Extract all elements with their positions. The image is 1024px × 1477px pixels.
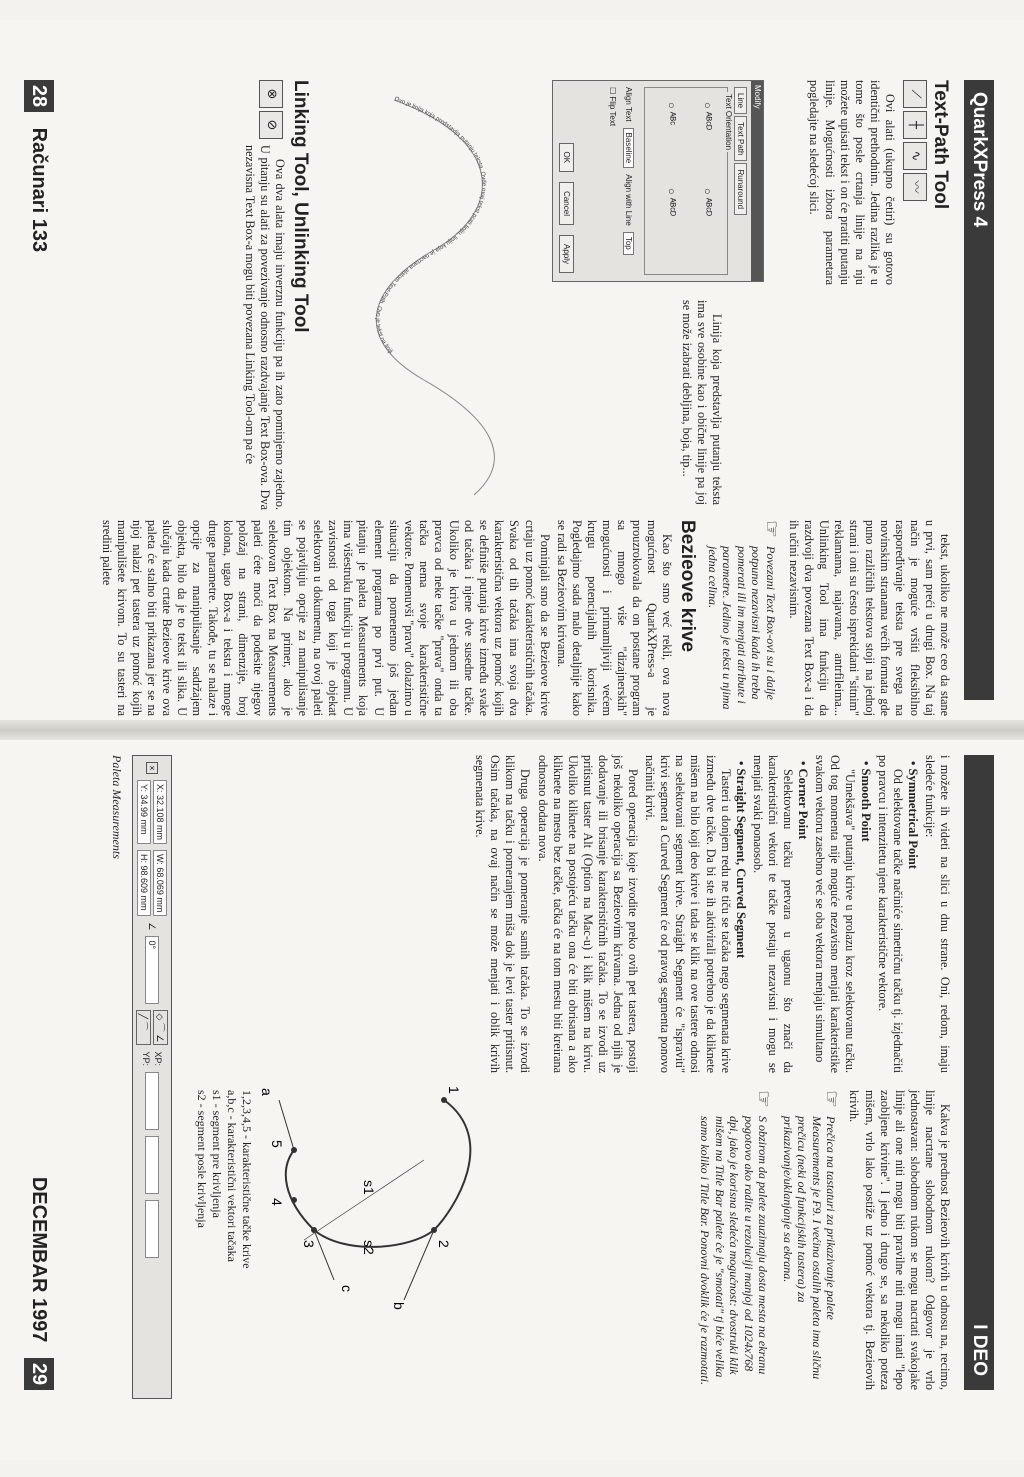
measurements-caption: Paleta Measurements: [110, 755, 124, 859]
label-segment-s1: s1: [361, 1180, 377, 1195]
pointing-hand-icon: ☞: [752, 1090, 775, 1108]
curve-caption-block: [677, 300, 724, 505]
orientation-option-2[interactable]: ○ ᴬᴮᶜᴰ: [701, 188, 713, 217]
orientation-option-3[interactable]: ○ ᴬᴮᶜ: [665, 102, 677, 126]
yp-label: YP:: [141, 1051, 151, 1066]
linking-paragraph: Ova dva alata imaju inverznu funkciju pa ih zato pominjemo zajedno. U pitanju su alati za povezivanje odnosno razdvajanje Text Box-ova. Dva nezavisna Text Box-a mogu biti povezana Linking Tool-om pa će: [242, 145, 287, 510]
size-fields: [137, 850, 167, 916]
label-segment-s2: s2: [361, 1240, 377, 1255]
section-title-bezier: Bezieove krive: [677, 520, 699, 653]
right-header: I DEO: [964, 755, 994, 1390]
bezier-curve-diagram: [254, 1080, 494, 1330]
right-column-1: [470, 755, 952, 1073]
ok-button[interactable]: OK: [559, 143, 574, 173]
label-vector-c: c: [339, 1285, 355, 1292]
left-page: [0, 20, 1024, 720]
binding-gutter: [0, 720, 1024, 740]
legend-s2: s2 - segment posle krivljenja: [195, 1090, 209, 1228]
point-1: [441, 1097, 447, 1103]
magazine-title: Računari 133: [28, 127, 50, 253]
right-footer: [24, 1177, 54, 1390]
bezier-points-paragraph: Pominjali smo da se Bezieove krive crtaju uz pomoć karakterističnih tačaka. Svaka od tih tačaka ima svoja dva karakteristična vektora uz pomoć kojih se definiše putanja krive između svake od tačaka i njene dve susedne tačke. Ukoliko je kriva u jednom ili oba pravca od neke tačke "prava" onda ta tačka nema svoje karakteristične vektore. Pomenuvši "pravu" dolazimo u situaciju da pomenemo još jedan element programa po prvi put. U pitanju je paleta Measurements koja ima višestruku funkciju u programu. U zavisnosti od toga koji je objekat selektovan u dokumentu, na ovoj paleti se pojavljuju opcije za manipulisanje tim objektom. Na primer, ako je selektovan Text Box na Measurements paleti ćete moći da podesite njegov položaj na strani, dimenzije, broj kolona, ugao Box-a i teksta i mnoge druge parametre. Takođe, tu se nalaze i opcije za manipulisanje sadržajem objekta, bilo da je to tekst ili slika. U slučaju kada crtate Bezieove krive ova paleta će stalno biti prikazana jer se na njoj nalazi pet tastera uz pomoć kojih manipulišete krivom. To su tasteri na sredini palete: [99, 520, 552, 716]
vector-b: [404, 1230, 434, 1300]
align-row: [619, 81, 638, 281]
linking-note-text: Povezani Text Box-ovi su i dalje potpuno nezavisni kada ih treba pomerati ili im menjati atribute i parametre. Jedino je tekst u njima jedna celina.: [705, 546, 778, 710]
handle-field-1[interactable]: [145, 1072, 159, 1130]
left-column-1-bottom: [240, 80, 312, 510]
palette-note: [698, 1090, 775, 1390]
section-title-text-path: Text-Path Tool: [930, 80, 951, 210]
bezier-curve: [286, 1100, 471, 1247]
cancel-button[interactable]: Cancel: [559, 182, 574, 225]
left-column-2: [97, 520, 952, 716]
shortcut-note: [780, 1090, 843, 1390]
pointing-hand-icon: ☞: [759, 520, 782, 538]
palette-close-icon[interactable]: ×: [146, 762, 158, 774]
h-field[interactable]: H: 98.609 mm: [137, 850, 151, 916]
handle-field-3[interactable]: [145, 1200, 159, 1258]
corner-point-text: Selektovanu tačku pretvara u ugaonu što znači da karakteristični vektori te tačke postaju nezavisni i mogu se menjati svaki ponaosob.: [750, 755, 796, 1073]
align-with-line-select[interactable]: Top: [623, 232, 634, 255]
handle-field-2[interactable]: [145, 1136, 159, 1194]
moving-points-paragraph: Druga operacija je pomeranje samih tačaka. To se izvodi klikom na tačku i pomeranjem miša dok je levi taster pritisnut. Osim tačaka, na ovaj način se može menjati i oblik krivih segmenata krive.: [473, 755, 533, 1073]
text-path-icon: ⟋: [903, 80, 927, 108]
legend-s1: s1 - segment pre krivljenja: [210, 1090, 224, 1218]
point-buttons: [136, 1010, 168, 1045]
section-title-linking: Linking Tool, Unlinking Tool: [290, 80, 311, 333]
linking-continued-paragraph: tekst, ukoliko ne može ceo da stane u prvi, sam preći u drugi Box. Na taj način je moguće vršiti fleksibilno raspoređivanje teksta pre svega na novinskim stranama većih formata gde puno različitih tekstova stoji na jednoj strani i oni su često isprekidani "sitnim" reklamama, najavama, antrfileima... Unlinking Tool ima funkciju da razdvoji dva povezana Text Box-a i da ih učini nezavisnim.: [787, 520, 952, 716]
tab-runaround[interactable]: Runaround: [734, 163, 747, 215]
dialog-tabs: [734, 81, 751, 281]
issue-date: DECEMBAR 1997: [28, 1176, 50, 1343]
right-page-number: 29: [24, 1358, 54, 1390]
angle-icon: ∠: [147, 922, 158, 931]
left-header: QuarkXPress 4: [964, 80, 994, 700]
segment-heading: • Straight Segment, Curved Segment: [733, 761, 748, 959]
align-text-label: Align Text: [624, 87, 633, 122]
orthogonal-text-path-icon: ┼: [903, 111, 927, 139]
position-fields: [137, 780, 167, 844]
x-field[interactable]: X: 32.108 mm: [153, 780, 167, 844]
orientation-option-4[interactable]: ○ ᴬᴮᶜᴰ: [665, 188, 677, 217]
label-point-4: 4: [269, 1198, 285, 1206]
label-vector-b: b: [391, 1302, 407, 1310]
label-vector-a: a: [259, 1088, 275, 1096]
flip-text-label: Flip Text: [608, 96, 617, 127]
legend-vectors: a,b,c - karakteristični vektori tačaka: [225, 1090, 239, 1262]
xp-label: XP:: [153, 1051, 163, 1066]
segment-text: Tasteri u donjem redu ne tiču se tačaka nego segmenata krive između dve tačke. Da bi ste ih aktivirali potrebno je da kliknete mišem na bilo koji deo krive i tada se klik na ove tastere odnosi na selektovani segment krive. Straight Segment će "ispraviti" krivi segment a Curved Segment će od pravog segmenta ponovo načiniti krivi.: [643, 755, 733, 1073]
left-column-1: [804, 80, 952, 285]
palette-note-text: S obzirom da palete zauzimaju dosta mesta na ekranu pogotovo ako radite u rezoluciji manjoj od 1024x768 dpi, jako je korisna sledeća mogućnost: dvostruki klik mišem na Title Bar palete će je "smotati" tj biće velika samo koliko i Title Bar. Ponovni dvoklik će je razmotati.: [698, 1116, 771, 1385]
right-page: [0, 740, 1024, 1460]
right-column-2: [688, 1090, 952, 1390]
label-point-3: 3: [301, 1240, 317, 1248]
label-point-5: 5: [269, 1140, 285, 1148]
text-path-paragraph: Ovi alati (ukupno četiri) su gotovo identični prethodnim. Jedina razlika je u tome što posle crtanja linije na nju možete upisati tekst i on će pratiti putanju linije. Mogućnosti izbora parametara pogledajte na sledećoj slici.: [807, 80, 897, 285]
label-point-1: 1: [446, 1086, 462, 1094]
left-footer: [24, 80, 54, 252]
pointing-hand-icon: ☞: [820, 1090, 843, 1108]
align-with-line-label: Align with Line: [624, 174, 633, 226]
corner-point-heading: • Corner Point: [796, 761, 811, 840]
text-orientation-group: [644, 87, 733, 275]
point-type-buttons[interactable]: ◇ ⌒ ∠: [153, 1010, 168, 1045]
shortcut-note-text: Prečica na tastaturi za prikazivanje palete Measurements je F9. I većina ostalih paleta ima sličnu prečicu (neki od funkcijskih tastera) za prikazivanje/uklanjanje sa ekrana.: [780, 1116, 839, 1380]
handle-fields: [141, 1051, 163, 1066]
orientation-option-1[interactable]: ○ ᴬᴮᶜᴰ: [701, 102, 713, 131]
smooth-point-text: "Umekšava" putanju krive u prolazu kroz selektovanu tačku. Od tog momenta nije moguće nezavisno menjati karakteristike svakom vektoru zasebno već se oba vektora menjaju simultano: [813, 755, 858, 1073]
text-orientation-label: Text Orientation: [724, 94, 733, 151]
segment-s1-line: [304, 1160, 424, 1240]
y-field[interactable]: Y: 34.99 mm: [137, 780, 151, 844]
label-point-2: 2: [436, 1240, 452, 1248]
linking-tool-icons: [259, 80, 283, 139]
bezier-legend: [194, 1090, 254, 1390]
advantage-paragraph: Kakva je prednost Bezieovih krivih u odnosu na, recimo, linije nacrtane slobodnom rukom? Odgovor je vrlo jednostavan: slobodnom rukom se mogu nacrtati svakojake linije ali one niti mogu biti pravilne niti mogu imati "lepo zaobljene krivine". I jedno i drugo se, sa nekoliko poteza mišem, vrlo lako postiže uz pomoć vektora tj. Bezieovih krivih.: [847, 1090, 952, 1390]
measurements-palette: [132, 755, 172, 1399]
dialog-title: Modify: [751, 81, 763, 281]
point-5: [291, 1147, 297, 1153]
text-path-tool-icons: [903, 80, 927, 285]
bezier-text-path-icon: ∿: [903, 142, 927, 170]
text-on-path: Ovo je linija koja predstavlja putanju teksta. Ovde ovaj tekst prati liniju, liniju koja je nacrtana alatom Text-Path. Ovo je tekst na liniji.: [374, 96, 487, 357]
linking-note: [705, 520, 782, 716]
linking-icon: ⊗: [259, 80, 283, 108]
w-field[interactable]: W: 68.069 mm: [153, 850, 167, 916]
point-2: [431, 1227, 437, 1233]
point-4: [291, 1197, 297, 1203]
angle-field[interactable]: 0°: [145, 936, 159, 1004]
curve-caption: Linija koja predstavlja putanju teksta ima sve osobine kao i obične linije pa joj se može izabrati debljina, boja, tip...: [679, 300, 724, 505]
symmetrical-point-text: Od selektovane tačke načiniće simetričnu tačku tj. izjednačiti po pravcu i intenzitetu njene karakteristične vektore.: [875, 755, 905, 1073]
operations-paragraph: Pored operacija koje izvodite preko ovih pet tastera, postoji još nekoliko operacija sa Bezieovim krivama. Jedna od njih je dodavanje ili brisanje karakterističnih tačaka. To se izvodi uz pritisnut taster Alt (Option na Mac-u) i klik mišem na krivu. Ukoliko kliknete na postojeću tačku ona će biti obrisana a ako kliknete na mesto bez tačke, tačka će na tom mestu biti kreirana odnosno dodata nova.: [535, 755, 641, 1073]
freehand-text-path-icon: 〰: [903, 173, 927, 201]
smooth-point-heading: • Smooth Point: [858, 761, 873, 842]
point-3: [311, 1227, 317, 1233]
apply-button[interactable]: Apply: [559, 235, 574, 273]
tab-text-path[interactable]: Text Path: [734, 116, 747, 161]
functions-intro: i možete ih videti na slici u dnu strane. Oni, redom, imaju sledeće funkcije:: [922, 755, 952, 1073]
symmetrical-point-heading: • Symmetrical Point: [905, 761, 920, 869]
legend-points: 1,2,3,4,5 - karakteristične tačke krive: [240, 1090, 254, 1269]
dialog-buttons: [559, 143, 574, 273]
text-path-curve-illustration: [324, 80, 544, 510]
segment-type-buttons[interactable]: ╱ ⌒: [136, 1010, 151, 1045]
unlinking-icon: ⊘: [259, 111, 283, 139]
modify-dialog: [552, 80, 764, 282]
left-page-number: 28: [24, 80, 54, 112]
align-text-select[interactable]: Baseline: [623, 128, 634, 169]
tab-line[interactable]: Line: [734, 87, 747, 114]
flip-text-row[interactable]: ☐ Flip Text: [608, 87, 617, 127]
bezier-intro-paragraph: Kao što smo već rekli, ova nova mogućnost QuarkXPress-a je prouzrokovala da on postane program sa mnogo više "dizajnerskih" mogućnosti i primamljiviji većem krugu potencijalnih korisnika. Pogledajmo sada malo detaljnije kako se radi sa Bezieovim krivama.: [554, 520, 675, 716]
